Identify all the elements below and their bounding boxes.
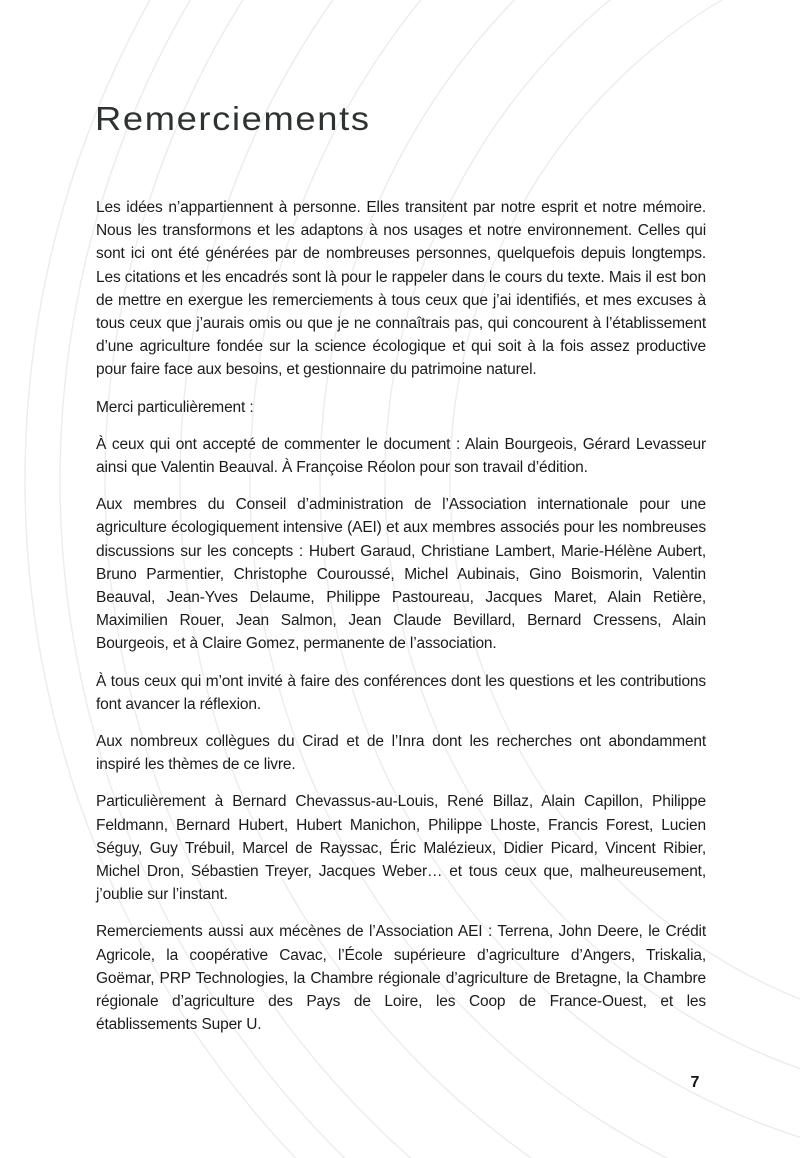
paragraph: Les idées n’appartiennent à personne. Elles transitent par notre esprit et notre mémoire. Nous les transformons et les adaptons à nos usages et notre environnement. Celles qui sont ici ont été générées par de nombreuses personnes, quelquefois depuis longtemps. Les citations et les encadrés sont là pour le rappeler dans le cours du texte. Mais il est bon de mettre en exergue les remerciements à tous ceux que j’ai identifiés, et mes excuses à tous ceux que j’aurais omis ou que je ne connaîtrais pas, qui concourent à l’établissement d’une agriculture fondée sur la science écologique et qui soit à la fois assez productive pour faire face aux besoins, et gestionnaire du patrimoine naturel. xyxy=(96,199,706,379)
paragraph: Particulièrement à Bernard Chevassus-au-Louis, René Billaz, Alain Capillon, Philippe Feldmann, Bernard Hubert, Hubert Manichon, Philippe Lhoste, Francis Forest, Lucien Séguy, Guy Trébuil, Marcel de Rayssac, Éric Malézieux, Didier Picard, Vincent Ribier, Michel Dron, Sébastien Treyer, Jacques Weber… et tous ceux que, malheureusement, j’oublie sur l’instant. xyxy=(96,793,706,904)
paragraph: Remerciements aussi aux mécènes de l’Association AEI : Terrena, John Deere, le Crédit Agricole, la coopérative Cavac, l’École supérieure d’agriculture d’Angers, Triskalia, Goëmar, PRP Technologies, la Chambre régionale d’agriculture de Bretagne, la Chambre régionale d’agriculture des Pays de Loire, les Coop de France-Ouest, et les établissements Super U. xyxy=(96,923,706,1034)
paragraph: À tous ceux qui m’ont invité à faire des conférences dont les questions et les contributions font avancer la réflexion. xyxy=(96,672,706,713)
page-number: 7 xyxy=(690,1074,700,1091)
page-title: Remerciements xyxy=(95,100,371,137)
paragraph: Merci particulièrement : xyxy=(96,398,254,416)
paragraph: Aux nombreux collègues du Cirad et de l’Inra dont les recherches ont abondamment inspiré les thèmes de ce livre. xyxy=(96,733,706,774)
page-content xyxy=(96,196,706,1051)
paragraph: Aux membres du Conseil d’administration de l’Association internationale pour une agriculture écologiquement intensive (AEI) et aux membres associés pour les nombreuses discussions sur les concepts : Hubert Garaud, Christiane Lambert, Marie-Hélène Aubert, Bruno Parmentier, Christophe Couroussé, Michel Aubinais, Gino Boismorin, Valentin Beauval, Jean-Yves Delaume, Philippe Pastoureau, Jacques Maret, Alain Retière, Maximilien Rouer, Jean Salmon, Jean Claude Bevillard, Bernard Cressens, Alain Bourgeois, et à Claire Gomez, permanente de l’association. xyxy=(96,496,706,653)
paragraph: À ceux qui ont accepté de commenter le document : Alain Bourgeois, Gérard Levasseur ainsi que Valentin Beauval. À Françoise Réolon pour son travail d’édition. xyxy=(96,435,706,477)
